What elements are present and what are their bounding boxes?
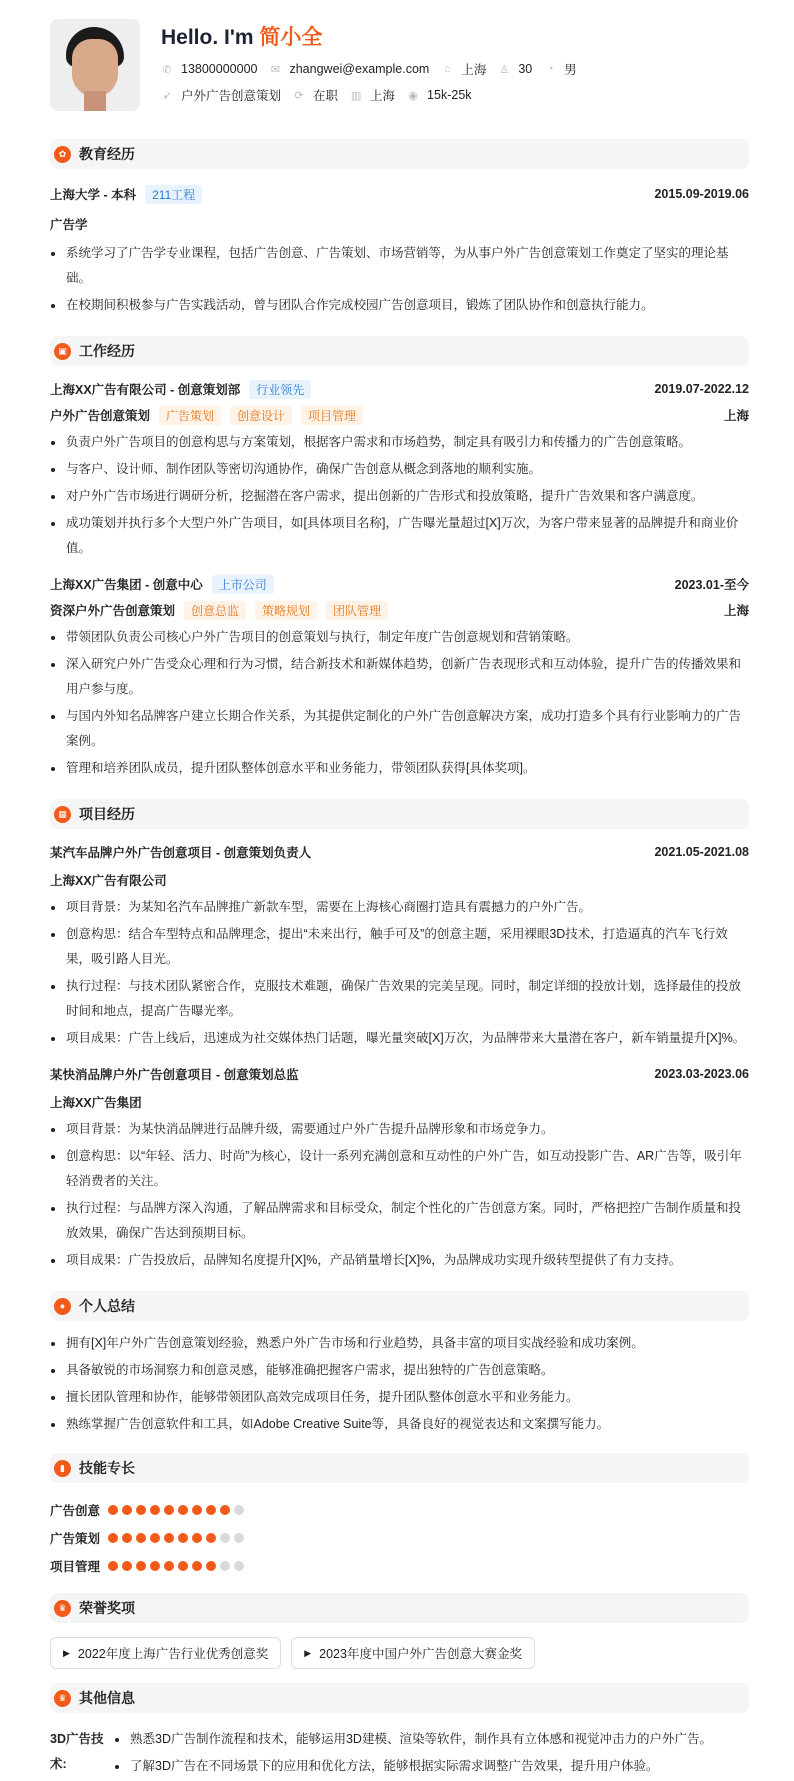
skill-tag: 策略规划 xyxy=(255,601,317,620)
section-awards xyxy=(50,1593,749,1623)
briefcase-icon: ▣ xyxy=(54,343,71,360)
list-item: 与客户、设计师、制作团队等密切沟通协作，确保广告创意从概念到落地的顺利实施。 xyxy=(50,457,749,482)
award-item xyxy=(291,1637,535,1669)
skill-dot xyxy=(206,1561,216,1571)
skill-dot xyxy=(206,1533,216,1543)
list-item: 与国内外知名品牌客户建立长期合作关系，为其提供定制化的户外广告创意解决方案，成功打造多个具有行业影响力的广告案例。 xyxy=(50,704,749,754)
age-icon: ♙ xyxy=(499,63,510,76)
skill-dot xyxy=(136,1505,146,1515)
skill-dot xyxy=(150,1505,160,1515)
section-title: 荣誉奖项 xyxy=(79,1600,135,1616)
skill-dot xyxy=(136,1533,146,1543)
company: 上海XX广告有限公司 - 创意策划部 xyxy=(50,383,241,397)
skill-item xyxy=(50,1527,405,1549)
list-item: 执行过程：与技术团队紧密合作，克服技术难题，确保广告效果的完美呈现。同时，制定详细的投放计划，选择最佳的投放时间和地点，提高广告曝光率。 xyxy=(50,974,749,1024)
skill-name: 广告策划 xyxy=(50,1532,101,1546)
project-company: 上海XX广告集团 xyxy=(50,1096,142,1110)
section-summary xyxy=(50,1291,749,1321)
skill-dot xyxy=(164,1533,174,1543)
skill-item xyxy=(50,1555,405,1577)
date: 2021.05-2021.08 xyxy=(654,845,749,859)
award-name: 2023年度中国户外广告创意大赛金奖 xyxy=(319,1647,522,1661)
gender: 男 xyxy=(564,63,577,77)
work-entry xyxy=(50,380,749,561)
skill-dot xyxy=(108,1533,118,1543)
skill-tag: 创意总监 xyxy=(184,601,246,620)
skill-level xyxy=(108,1561,248,1571)
list-item: 项目成果：广告上线后，迅速成为社交媒体热门话题，曝光量突破[X]万次，为品牌带来大量潜在客户，新车销量提升[X]%。 xyxy=(50,1026,749,1051)
date: 2023.01-至今 xyxy=(674,578,749,592)
salary: 15k-25k xyxy=(427,88,472,102)
skill-tag: 项目管理 xyxy=(301,406,363,425)
work-city: 上海 xyxy=(370,89,396,103)
location: 上海 xyxy=(723,409,749,423)
list-item: 拥有[X]年户外广告创意策划经验，熟悉户外广告市场和行业趋势，具备丰富的项目实战经验和成功案例。 xyxy=(50,1331,749,1356)
role: 户外广告创意策划 xyxy=(50,409,151,423)
project-entry xyxy=(50,1065,749,1273)
list-item: 管理和培养团队成员，提升团队整体创意水平和业务能力，带领团队获得[具体奖项]。 xyxy=(50,756,749,781)
avatar xyxy=(50,19,140,111)
list-item: 负责户外广告项目的创意构思与方案策划，根据客户需求和市场趋势，制定具有吸引力和传播力的广告创意策略。 xyxy=(50,430,749,455)
skill-name: 广告创意 xyxy=(50,1504,101,1518)
skill-dot xyxy=(178,1505,188,1515)
mail-icon: ✉ xyxy=(270,63,281,76)
date: 2015.09-2019.06 xyxy=(654,187,749,201)
phone-icon: ✆ xyxy=(162,63,172,76)
skill-dot xyxy=(136,1561,146,1571)
section-education xyxy=(50,139,749,169)
skill-tag: 团队管理 xyxy=(326,601,388,620)
list-item: 项目背景：为某知名汽车品牌推广新款车型，需要在上海核心商圈打造具有震撼力的户外广告。 xyxy=(50,895,749,920)
skill-dot xyxy=(150,1533,160,1543)
major: 广告学 xyxy=(50,218,88,232)
section-title: 教育经历 xyxy=(79,146,135,162)
project-entry xyxy=(50,843,749,1051)
skill-dot xyxy=(178,1533,188,1543)
list-item: 对户外广告市场进行调研分析，挖掘潜在客户需求，提出创新的广告形式和投放策略，提升广告效果和客户满意度。 xyxy=(50,484,749,509)
list-item: 擅长团队管理和协作，能够带领团队高效完成项目任务，提升团队整体创意水平和业务能力。 xyxy=(50,1385,749,1410)
list-item: 了解3D广告在不同场景下的应用和优化方法，能够根据实际需求调整广告效果，提升用户体验。 xyxy=(114,1754,712,1779)
skill-dot xyxy=(108,1561,118,1571)
email: zhangwei@example.com xyxy=(289,62,430,76)
home-icon: ⌂ xyxy=(444,63,451,75)
education-icon: ✿ xyxy=(54,146,71,163)
role: 资深户外广告创意策划 xyxy=(50,604,176,618)
section-title: 工作经历 xyxy=(79,343,135,359)
gender-icon: ◔ xyxy=(546,63,554,75)
skill-dot xyxy=(192,1561,202,1571)
other-label: 3D广告技术: xyxy=(50,1732,104,1771)
skill-dot xyxy=(164,1561,174,1571)
list-item: 执行过程：与品牌方深入沟通，了解品牌需求和目标受众，制定个性化的广告创意方案。同时，严格把控广告制作质量和投放效果，确保广告达到预期目标。 xyxy=(50,1196,749,1246)
list-item: 在校期间积极参与广告实践活动，曾与团队合作完成校园广告创意项目，锻炼了团队协作和创意执行能力。 xyxy=(50,293,749,318)
salary-icon: ◉ xyxy=(408,89,418,102)
location: 上海 xyxy=(723,604,749,618)
skill-item xyxy=(50,1499,405,1521)
project-name: 某快消品牌户外广告创意项目 - 创意策划总监 xyxy=(50,1068,299,1082)
skill-dot xyxy=(178,1561,188,1571)
section-title: 个人总结 xyxy=(79,1298,135,1314)
chart-icon: ▮ xyxy=(54,1460,71,1477)
award-name: 2022年度上海广告行业优秀创意奖 xyxy=(77,1647,269,1661)
send-icon: ➶ xyxy=(162,89,172,102)
project-name: 某汽车品牌户外广告创意项目 - 创意策划负责人 xyxy=(50,846,312,860)
name: 简小全 xyxy=(259,26,323,49)
section-work xyxy=(50,336,749,366)
date: 2023.03-2023.06 xyxy=(654,1067,749,1081)
greeting xyxy=(161,21,589,51)
company: 上海XX广告集团 - 创意中心 xyxy=(50,578,203,592)
city: 上海 xyxy=(461,63,487,77)
list-item: 熟练掌握广告创意软件和工具，如Adobe Creative Suite等，具备良好的视觉表达和文案撰写能力。 xyxy=(50,1412,749,1437)
date: 2019.07-2022.12 xyxy=(654,382,749,396)
skill-level xyxy=(108,1533,248,1543)
skill-dot xyxy=(122,1505,132,1515)
tag: 上市公司 xyxy=(212,575,274,594)
tag: 行业领先 xyxy=(249,380,311,399)
skill-dot xyxy=(108,1505,118,1515)
list-item: 项目成果：广告投放后，品牌知名度提升[X]%，产品销量增长[X]%，为品牌成功实现升级转型提供了有力支持。 xyxy=(50,1248,749,1273)
skill-dot xyxy=(164,1505,174,1515)
skill-dot xyxy=(234,1505,244,1515)
list-item: 深入研究户外广告受众心理和行为习惯，结合新技术和新媒体趋势，创新广告表现形式和互动体验，提升广告的传播效果和用户参与度。 xyxy=(50,652,749,702)
list-item: 具备敏锐的市场洞察力和创意灵感，能够准确把握客户需求，提出独特的广告创意策略。 xyxy=(50,1358,749,1383)
job-status: 在职 xyxy=(313,89,339,103)
award-icon: ♛ xyxy=(54,1600,71,1617)
list-item: 创意构思：结合车型特点和品牌理念，提出“未来出行，触手可及”的创意主题，采用裸眼3D技术，打造逼真的汽车飞行效果，吸引路人目光。 xyxy=(50,922,749,972)
info-icon: ♛ xyxy=(54,1690,71,1707)
project-company: 上海XX广告有限公司 xyxy=(50,874,167,888)
triangle-icon: ▶ xyxy=(304,1647,312,1658)
age: 30 xyxy=(518,62,533,76)
list-item: 创意构思：以“年轻、活力、时尚”为核心，设计一系列充满创意和互动性的户外广告，如互动投影广告、AR广告等，吸引年轻消费者的关注。 xyxy=(50,1144,749,1194)
skill-dot xyxy=(122,1533,132,1543)
tag: 211工程 xyxy=(145,185,202,204)
skill-dot xyxy=(192,1505,202,1515)
user-icon: ● xyxy=(54,1298,71,1315)
skill-tag: 广告策划 xyxy=(159,406,221,425)
status-icon: ⟳ xyxy=(294,89,304,102)
skill-level xyxy=(108,1505,248,1515)
section-title: 其他信息 xyxy=(79,1690,135,1706)
section-other xyxy=(50,1683,749,1713)
school: 上海大学 - 本科 xyxy=(50,188,137,202)
grid-icon: ▦ xyxy=(54,806,71,823)
greeting-text: Hello. I'm xyxy=(161,26,254,49)
section-title: 技能专长 xyxy=(79,1460,135,1476)
skill-dot xyxy=(234,1561,244,1571)
section-skills xyxy=(50,1453,749,1483)
profile-header xyxy=(50,19,749,117)
skill-dot xyxy=(220,1561,230,1571)
list-item: 带领团队负责公司核心户外广告项目的创意策划与执行，制定年度广告创意规划和营销策略。 xyxy=(50,625,749,650)
skill-dot xyxy=(206,1505,216,1515)
skill-tag: 创意设计 xyxy=(230,406,292,425)
skill-dot xyxy=(234,1533,244,1543)
skill-name: 项目管理 xyxy=(50,1560,101,1574)
education-entry xyxy=(50,185,749,318)
list-item: 熟悉3D广告制作流程和技术，能够运用3D建模、渲染等软件，制作具有立体感和视觉冲击力的户外广告。 xyxy=(114,1727,712,1752)
triangle-icon: ▶ xyxy=(63,1647,70,1658)
skill-dot xyxy=(220,1505,230,1515)
other-info xyxy=(50,1727,749,1781)
job-title: 户外广告创意策划 xyxy=(181,89,282,103)
building-icon: ▥ xyxy=(350,89,362,102)
list-item: 成功策划并执行多个大型户外广告项目，如[具体项目名称]，广告曝光量超过[X]万次，为客户带来显著的品牌提升和商业价值。 xyxy=(50,511,749,561)
work-entry xyxy=(50,575,749,781)
section-projects xyxy=(50,799,749,829)
list-item: 项目背景：为某快消品牌进行品牌升级，需要通过户外广告提升品牌形象和市场竞争力。 xyxy=(50,1117,749,1142)
skill-dot xyxy=(122,1561,132,1571)
skill-dot xyxy=(220,1533,230,1543)
skill-dot xyxy=(192,1533,202,1543)
award-item xyxy=(50,1637,281,1669)
list-item: 系统学习了广告学专业课程，包括广告创意、广告策划、市场营销等，为从事户外广告创意策划工作奠定了坚实的理论基础。 xyxy=(50,241,749,291)
section-title: 项目经历 xyxy=(79,806,135,822)
skill-dot xyxy=(150,1561,160,1571)
phone: 13800000000 xyxy=(181,62,258,76)
